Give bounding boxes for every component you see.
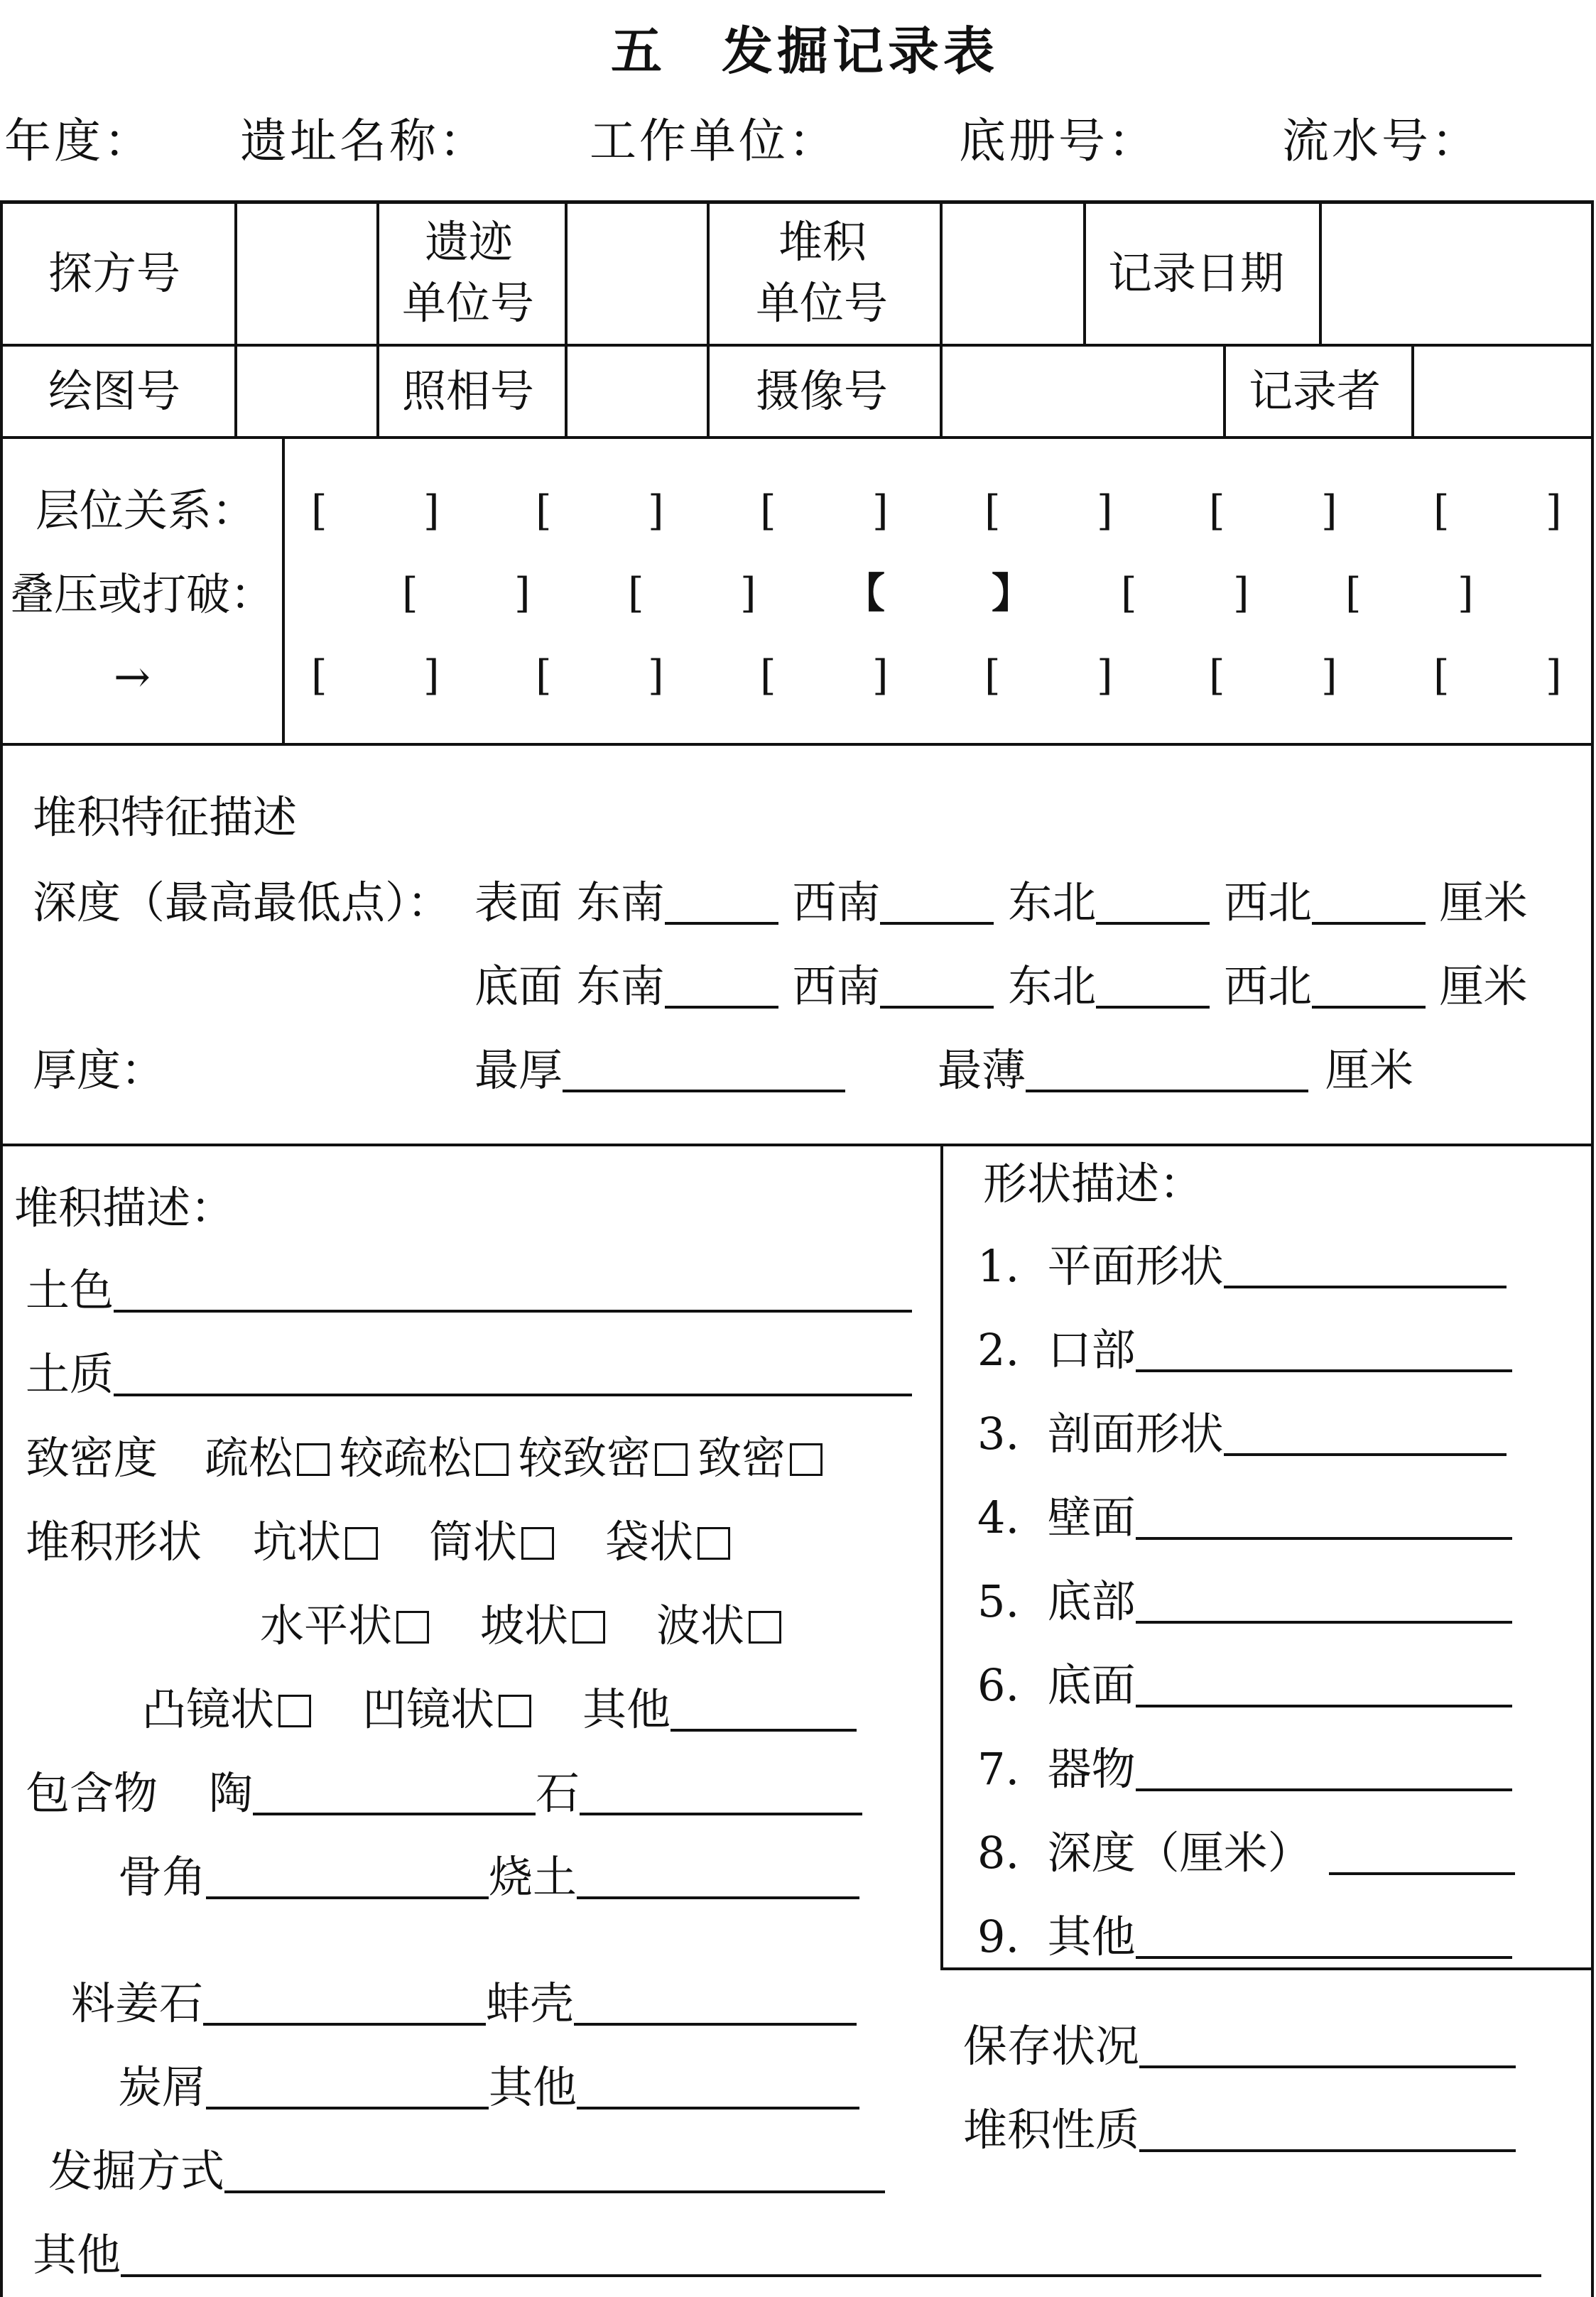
unit-label: 厘米	[1439, 876, 1528, 928]
bottom-depth-row	[474, 960, 1528, 1012]
shape-desc-item	[977, 1659, 1512, 1711]
inclusions-label: 包含物	[26, 1767, 158, 1819]
convex-shape-label: 凸镜状	[142, 1683, 275, 1735]
dir-nw-label: 西北	[1223, 876, 1312, 928]
depth-field[interactable]	[1096, 965, 1210, 1009]
shape-desc-item	[977, 1240, 1507, 1292]
stone-label: 石	[536, 1767, 580, 1819]
thickness-label: 厚度：	[33, 1044, 165, 1096]
bag-shape-checkbox[interactable]	[697, 1527, 730, 1560]
bracket-open: [	[311, 487, 327, 535]
depth-field[interactable]	[1312, 965, 1426, 1009]
bracket-close: ]	[1457, 569, 1474, 617]
features-bottom	[0, 1144, 1593, 1146]
soil-color-field[interactable]	[114, 1269, 912, 1313]
shape-row-2	[260, 1600, 781, 1651]
row2-divider	[376, 344, 379, 436]
horizontal-shape-checkbox[interactable]	[396, 1611, 429, 1644]
bracket-close: ]	[1321, 651, 1337, 700]
superposition-label: 叠压或打破：	[10, 568, 275, 620]
concave-shape-checkbox[interactable]	[499, 1695, 531, 1727]
dir-se-label: 东南	[576, 876, 665, 928]
deposit-heading: 堆积描述：	[14, 1182, 235, 1234]
bone-label: 骨角	[118, 1851, 207, 1903]
shape-desc-label: 7. 器物	[977, 1743, 1136, 1795]
other-label: 其他	[489, 2061, 577, 2113]
bracket-close: ]	[1546, 651, 1562, 700]
density-fairly-dense-label: 较致密	[519, 1432, 651, 1484]
dir-se-label: 东南	[576, 960, 665, 1012]
burnt-soil-field[interactable]	[577, 1855, 859, 1899]
tube-shape-checkbox[interactable]	[521, 1527, 554, 1560]
shape-desc-label: 6. 底面	[977, 1659, 1136, 1711]
inclusions-row-2	[118, 1851, 859, 1903]
pit-shape-label: 坑状	[253, 1516, 342, 1568]
pit-shape-checkbox[interactable]	[345, 1527, 378, 1560]
shape-other-field[interactable]	[671, 1688, 857, 1732]
concave-shape-label: 凹镜状	[362, 1683, 495, 1735]
row2-divider	[1223, 344, 1226, 436]
shape-desc-label: 5. 底部	[977, 1575, 1136, 1627]
unit-label: 厘米	[1325, 1044, 1414, 1096]
deposit-unit-label-1: 堆积	[778, 216, 867, 268]
method-label: 发掘方式	[48, 2145, 225, 2197]
table-top-border	[0, 200, 1593, 204]
soil-texture-row	[26, 1348, 912, 1400]
bracket-close: ]	[514, 569, 531, 617]
depth-field[interactable]	[665, 965, 778, 1009]
soil-color-label: 土色	[26, 1264, 114, 1316]
shape-desc-label: 9. 其他	[977, 1911, 1136, 1962]
tube-shape-label: 筒状	[429, 1516, 518, 1568]
row1-divider	[1083, 200, 1086, 344]
table-right-border	[1591, 200, 1594, 2297]
charcoal-field[interactable]	[206, 2065, 489, 2109]
pottery-label: 陶	[209, 1767, 254, 1819]
bracket-close: ]	[1321, 487, 1337, 535]
shape-desc-label: 4. 壁面	[977, 1492, 1136, 1543]
bracket-open-bold: 【	[844, 569, 886, 617]
deposit-unit-label-2: 单位号	[756, 277, 889, 329]
serial-no-label: 流水号：	[1282, 114, 1481, 168]
wave-shape-label: 波状	[656, 1600, 745, 1651]
dir-sw-label: 西南	[792, 960, 881, 1012]
convex-shape-checkbox[interactable]	[278, 1695, 311, 1727]
shape-desc-item	[977, 1743, 1512, 1795]
feature-unit-label-2: 单位号	[402, 277, 535, 329]
table-left-border	[0, 200, 3, 2297]
unit-label: 厘米	[1439, 960, 1528, 1012]
dir-ne-label: 东北	[1008, 876, 1097, 928]
shape-desc-field[interactable]	[1136, 1663, 1512, 1707]
shape-desc-label: 1. 平面形状	[977, 1240, 1224, 1292]
row1-divider	[1319, 200, 1322, 344]
bracket-close: ]	[648, 651, 664, 700]
bracket-open: [	[1433, 651, 1450, 700]
photo-no-label: 照相号	[402, 365, 535, 417]
final-other-row	[33, 2229, 1541, 2281]
shape-desc-item	[977, 1827, 1515, 1879]
bone-field[interactable]	[206, 1855, 489, 1899]
bracket-open: [	[1121, 569, 1137, 617]
calcrete-label: 料姜石	[71, 1977, 204, 2029]
wave-shape-checkbox[interactable]	[749, 1611, 781, 1644]
soil-color-row	[26, 1264, 912, 1316]
dir-nw-label: 西北	[1223, 960, 1312, 1012]
shape-row-1	[26, 1516, 730, 1568]
shape-desc-item	[977, 1324, 1512, 1376]
calcrete-field[interactable]	[203, 1982, 486, 2026]
row2-bottom	[0, 436, 1593, 439]
bracket-open: [	[311, 651, 327, 700]
row1-divider	[565, 200, 568, 344]
bracket-open: [	[1433, 487, 1450, 535]
strat-divider	[282, 436, 285, 743]
row2-divider	[707, 344, 710, 436]
preservation-field[interactable]	[1139, 2024, 1516, 2068]
shape-desc-item	[977, 1408, 1507, 1460]
final-other-field[interactable]	[121, 2233, 1541, 2277]
deposit-shape-divider	[940, 1144, 943, 1967]
depth-label: 深度（最高最低点）：	[33, 876, 452, 928]
deposit-shape-label: 堆积形状	[26, 1516, 202, 1568]
deposit-nature-row	[963, 2104, 1516, 2156]
shell-label: 蚌壳	[486, 1977, 575, 2029]
method-row	[48, 2145, 885, 2197]
density-row	[26, 1432, 823, 1484]
bracket-close: ]	[1097, 487, 1113, 535]
shape-row-3	[142, 1683, 857, 1735]
thickest-field[interactable]	[563, 1048, 845, 1092]
row1-divider	[940, 200, 943, 344]
bracket-close: ]	[1233, 569, 1249, 617]
bag-shape-label: 袋状	[605, 1516, 694, 1568]
other-field[interactable]	[577, 2065, 859, 2109]
thinnest-field[interactable]	[1026, 1048, 1308, 1092]
bracket-open: [	[1345, 569, 1362, 617]
shape-box-bottom	[940, 1967, 1593, 1970]
shape-desc-label: 3. 剖面形状	[977, 1408, 1224, 1460]
thickness-row	[474, 1044, 1414, 1096]
density-label: 致密度	[26, 1432, 158, 1484]
depth-field[interactable]	[1312, 881, 1426, 925]
row1-divider	[234, 200, 237, 344]
shape-other-label: 其他	[582, 1683, 671, 1735]
density-fairly-dense-checkbox[interactable]	[655, 1443, 688, 1476]
bracket-open: [	[402, 569, 418, 617]
bracket-open: [	[1209, 651, 1225, 700]
bracket-close: ]	[740, 569, 756, 617]
shape-desc-field[interactable]	[1136, 1915, 1512, 1959]
horizontal-shape-label: 水平状	[260, 1600, 393, 1651]
bottom-label: 底面	[474, 960, 563, 1012]
row1-bottom	[0, 344, 1593, 347]
dir-ne-label: 东北	[1008, 960, 1097, 1012]
row1-divider	[376, 200, 379, 344]
page-title: 五 发掘记录表	[611, 21, 999, 81]
bracket-open: [	[628, 569, 644, 617]
density-loose-label: 疏松	[205, 1432, 293, 1484]
video-no-label: 摄像号	[756, 365, 889, 417]
shape-desc-label: 2. 口部	[977, 1324, 1136, 1376]
bracket-close: ]	[872, 487, 889, 535]
deposit-nature-label: 堆积性质	[963, 2104, 1140, 2156]
surface-label: 表面	[474, 876, 563, 928]
stone-field[interactable]	[580, 1771, 862, 1815]
shape-desc-item	[977, 1575, 1512, 1627]
depth-field[interactable]	[1096, 881, 1210, 925]
bracket-open: [	[760, 651, 776, 700]
shape-desc-field[interactable]	[1136, 1580, 1512, 1624]
soil-texture-field[interactable]	[114, 1352, 912, 1396]
bracket-open: [	[536, 651, 552, 700]
drawing-no-label: 绘图号	[48, 365, 181, 417]
thinnest-label: 最薄	[938, 1044, 1026, 1096]
slope-shape-label: 坡状	[480, 1600, 569, 1651]
arrow-icon: →	[114, 651, 151, 702]
shape-desc-field[interactable]	[1136, 1747, 1512, 1791]
shape-desc-field[interactable]	[1329, 1831, 1515, 1875]
bracket-open: [	[1209, 487, 1225, 535]
row2-divider	[1411, 344, 1414, 436]
density-dense-checkbox[interactable]	[790, 1443, 823, 1476]
depth-field[interactable]	[665, 881, 778, 925]
slope-shape-checkbox[interactable]	[572, 1611, 605, 1644]
shape-desc-field[interactable]	[1224, 1412, 1507, 1456]
method-field[interactable]	[224, 2149, 885, 2193]
bracket-close: ]	[423, 651, 440, 700]
row1-divider	[707, 200, 710, 344]
charcoal-label: 炭屑	[118, 2061, 207, 2113]
recorder-label: 记录者	[1249, 365, 1381, 417]
inclusions-row-3	[71, 1977, 857, 2029]
row2-divider	[940, 344, 943, 436]
year-label: 年度：	[4, 114, 153, 168]
site-name-label: 遗址名称：	[240, 114, 489, 168]
bracket-close: ]	[423, 487, 440, 535]
depth-field[interactable]	[880, 965, 994, 1009]
work-unit-label: 工作单位：	[590, 114, 838, 168]
shape-desc-item	[977, 1492, 1512, 1543]
shape-desc-item	[977, 1911, 1512, 1962]
depth-field[interactable]	[880, 881, 994, 925]
thickest-label: 最厚	[474, 1044, 563, 1096]
density-fairly-loose-checkbox[interactable]	[476, 1443, 509, 1476]
soil-texture-label: 土质	[26, 1348, 114, 1400]
shell-field[interactable]	[574, 1982, 857, 2026]
record-date-label: 记录日期	[1108, 247, 1285, 299]
shape-desc-label: 8. 深度（厘米）	[977, 1827, 1312, 1879]
bracket-close: ]	[1097, 651, 1113, 700]
strat-relation-label: 层位关系：	[36, 484, 256, 536]
bracket-close-bold: 】	[992, 569, 1033, 617]
density-fairly-loose-label: 较疏松	[340, 1432, 472, 1484]
bracket-close: ]	[872, 651, 889, 700]
bracket-open: [	[536, 487, 552, 535]
final-other-label: 其他	[33, 2229, 121, 2281]
bracket-open: [	[984, 651, 1001, 700]
surface-depth-row	[474, 876, 1528, 928]
row2-divider	[234, 344, 237, 436]
density-dense-label: 致密	[697, 1432, 786, 1484]
bracket-close: ]	[648, 487, 664, 535]
row2-divider	[565, 344, 568, 436]
bracket-open: [	[984, 487, 1001, 535]
deposit-nature-field[interactable]	[1139, 2108, 1516, 2152]
pottery-field[interactable]	[253, 1771, 536, 1815]
features-heading: 堆积特征描述	[33, 791, 298, 843]
strat-bottom	[0, 743, 1593, 746]
dir-sw-label: 西南	[792, 876, 881, 928]
density-loose-checkbox[interactable]	[297, 1443, 330, 1476]
inclusions-row-1	[26, 1767, 862, 1819]
trench-no-label: 探方号	[48, 247, 181, 299]
register-no-label: 底册号：	[959, 114, 1158, 168]
shape-desc-heading: 形状描述：	[983, 1158, 1204, 1210]
inclusions-row-4	[118, 2061, 859, 2113]
bracket-close: ]	[1546, 487, 1562, 535]
shape-desc-field[interactable]	[1136, 1328, 1512, 1372]
burnt-soil-label: 烧土	[489, 1851, 577, 1903]
bracket-open: [	[760, 487, 776, 535]
shape-desc-field[interactable]	[1136, 1496, 1512, 1540]
preservation-label: 保存状况	[963, 2020, 1140, 2072]
feature-unit-label-1: 遗迹	[425, 216, 514, 268]
preservation-row	[963, 2020, 1516, 2072]
shape-desc-field[interactable]	[1224, 1244, 1507, 1288]
